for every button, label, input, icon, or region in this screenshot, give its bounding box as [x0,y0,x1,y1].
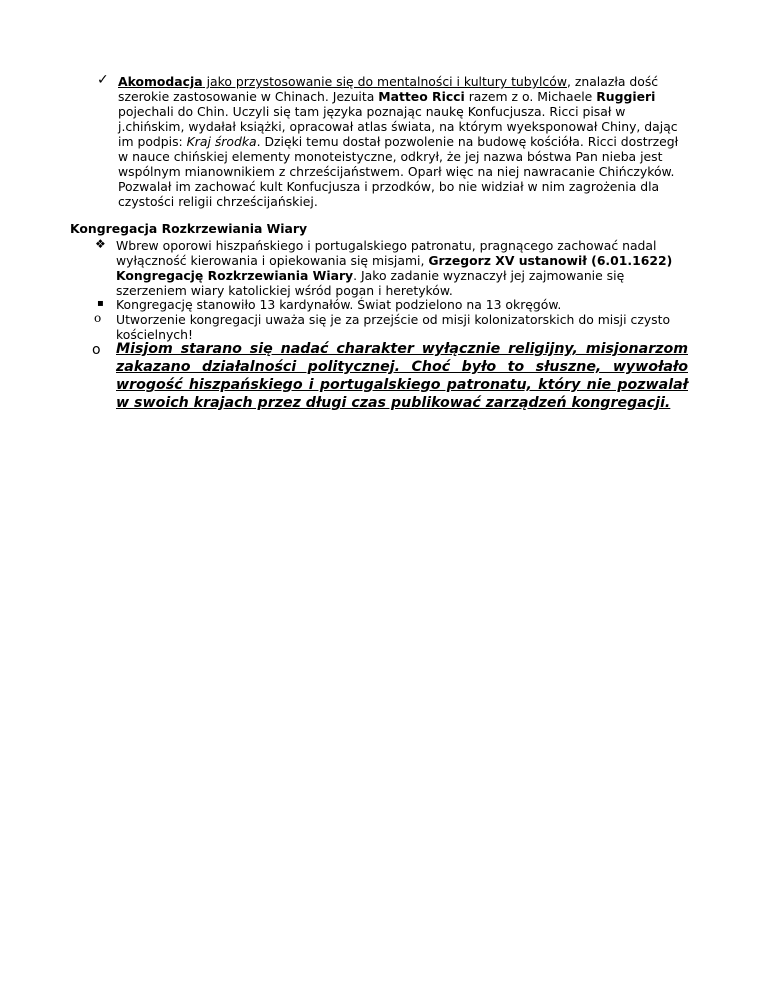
square-bullet-icon: ▪ [97,298,104,309]
term-akomodacja: Akomodacja [118,74,203,89]
title-kraj-srodka: Kraj środka [186,134,257,149]
text-segment: . Jako zadanie wyznaczył jej zajmowanie się szerzeniem wiary katolickiej wśród pogan i heretyków. [116,268,625,298]
text-segment: , znalazła dość szerokie zastosowanie w Chinach. Jezuita [118,74,659,104]
text-segment: . Dzięki temu dostał pozwolenie na budowę kościóła. Ricci dostrzegł w nauce chińskiej elementy monoteistyczne, odkrył, że jej nazwa bóstwa Pan nieba jest wspólnym mianownikiem z chrześcijaństwem. Oparł więc na niej nawracanie Chińczyków. Pozwalał im zachować kult Konfucjusza i przodków, bo nie widział w nim zagrożenia dla czystości religii chrześcijańskiej. [118,134,679,209]
name-matteo-ricci: Matteo Ricci [378,89,465,104]
section-heading: Kongregacja Rozkrzewiania Wiary [70,221,308,236]
text-segment: razem z o. Michaele [464,89,597,104]
founding-bold: Grzegorz XV ustanowił (6.01.1622) Kongregację Rozkrzewiania Wiary [116,253,673,283]
cardinals-text: Kongregację stanowiło 13 kardynałów. Świat podzielono na 13 okręgów. [116,297,562,312]
founding-paragraph [116,238,684,298]
akomodacja-paragraph [118,74,686,209]
text-segment: pojechali do Chin. Uczyli się tam języka poznając naukę Konfucjusza. Ricci pisał w j.chińskim, wydałał książki, opracował atlas świata, na którym wyeksponował Chiny, dając im podpis: [118,104,678,149]
transition-text: Utworzenie kongregacji uważa się je za przejście od misji kolonizatorskich do misji czysto kościelnych! [116,312,671,342]
checkmark-icon: ✓ [97,72,109,88]
mission-policy-paragraph: Misjom starano się nadać charakter wyłącznie religijny, misjonarzom zakazano działalności politycznej. Choć było to słuszne, wywołało wrogość hiszpańskiego i portugalskiego patronatu, który nie pozwalał w swoich krajach przez długi czas publikować zarządzeń kongregacji. [116,341,688,411]
text-segment: Wbrew oporowi hiszpańskiego i portugalskiego patronatu, pragnącego zachować nadal wyłączność kierowania i opiekowania się misjami, [116,238,657,268]
circle-bullet-icon: o [92,342,101,358]
diamond-bullet-icon: ❖ [95,237,106,251]
name-ruggieri: Ruggieri [596,89,656,104]
circle-bullet-icon: o [94,311,102,325]
akomodacja-definition: jako przystosowanie się do mentalności i kultury tubylców [202,74,567,89]
